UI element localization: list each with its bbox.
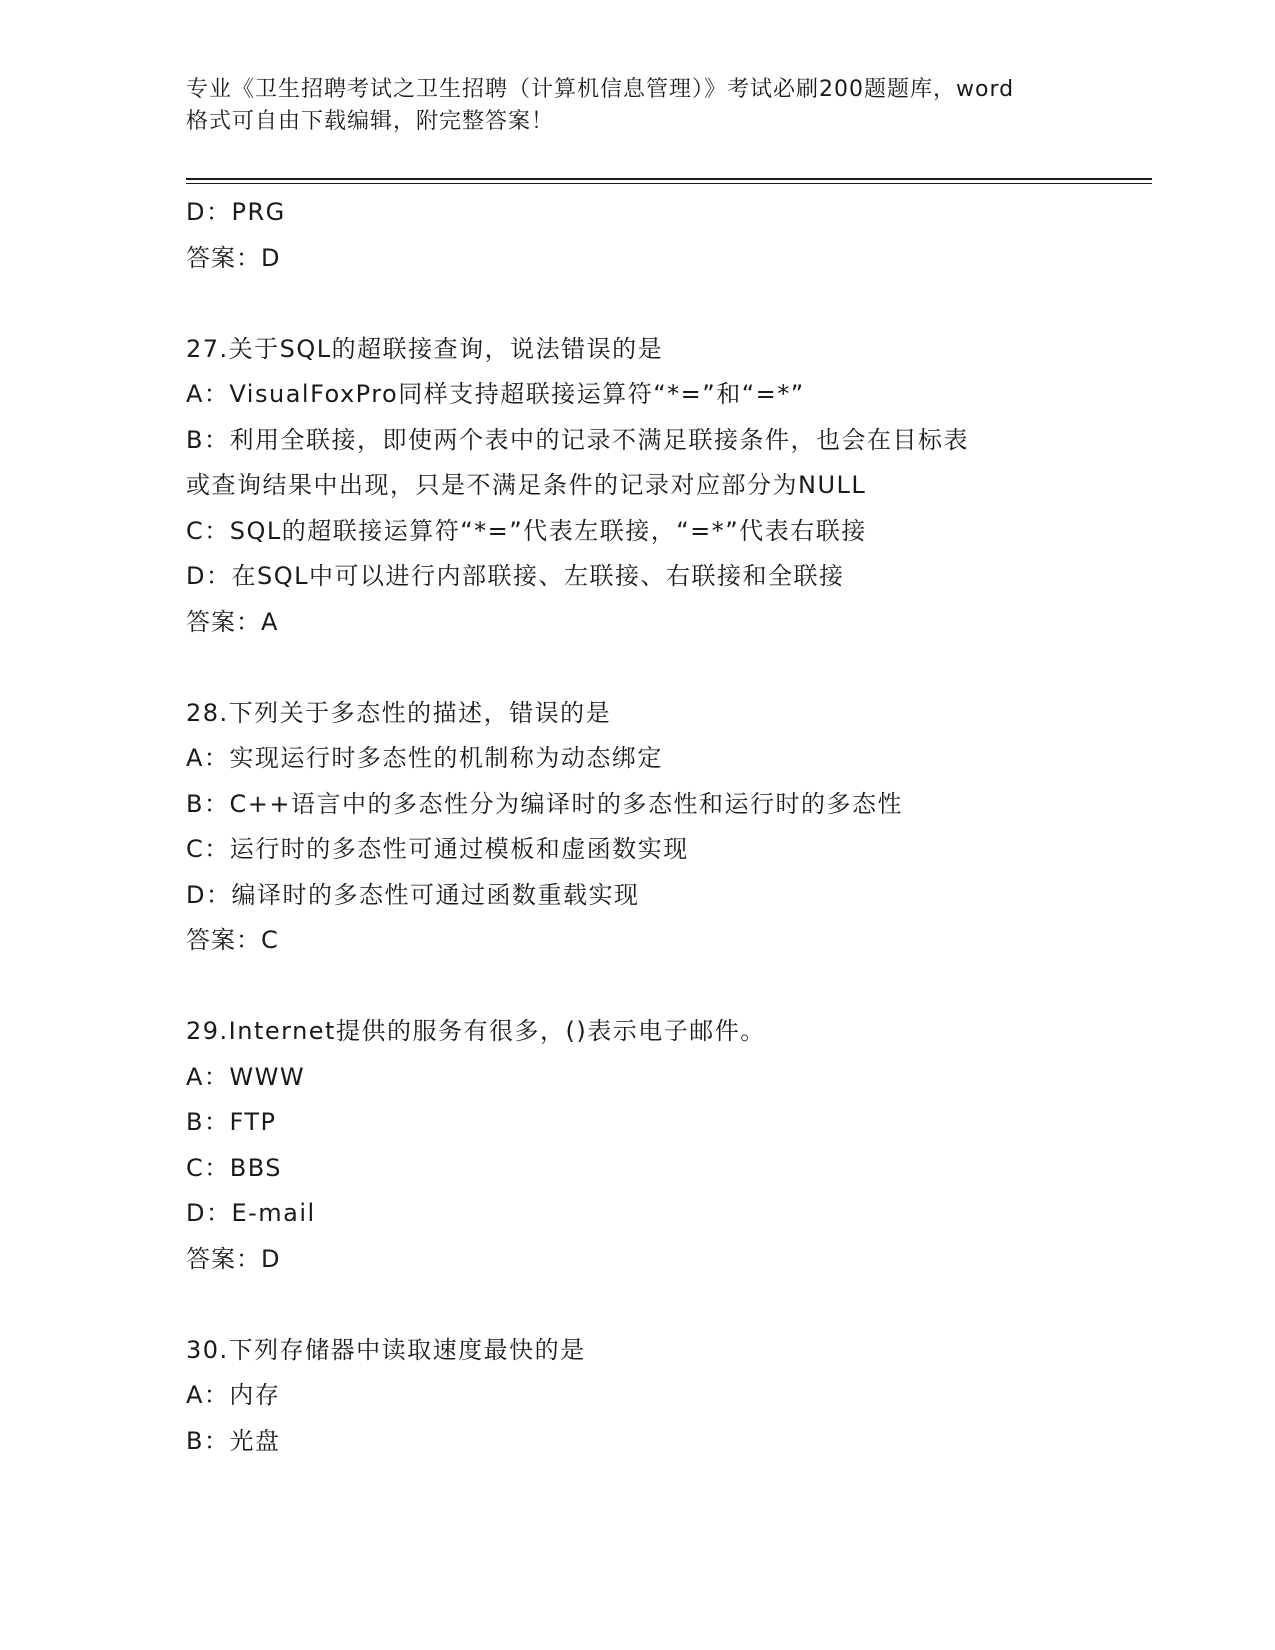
spacer xyxy=(186,964,1086,1010)
question-text: 30.下列存储器中读取速度最快的是 xyxy=(186,1335,586,1364)
question-27 xyxy=(186,327,1086,646)
prev-option-d: D：PRG xyxy=(186,198,286,226)
option-a: A：VisualFoxPro同样支持超联接运算符“*=”和“=*” xyxy=(186,380,805,408)
header-divider-thin xyxy=(186,183,1152,184)
question-29 xyxy=(186,1009,1086,1282)
header-divider xyxy=(186,178,1152,180)
answer: 答案：D xyxy=(186,1244,281,1273)
option-d: D：在SQL中可以进行内部联接、左联接、右联接和全联接 xyxy=(186,562,845,590)
question-list xyxy=(186,190,1086,1464)
spacer xyxy=(186,1282,1086,1328)
option-a: A：WWW xyxy=(186,1062,306,1091)
spacer xyxy=(186,281,1086,327)
option-a: A：内存 xyxy=(186,1381,281,1409)
page-header xyxy=(186,74,1086,138)
option-b: B：C++语言中的多态性分为编译时的多态性和运行时的多态性 xyxy=(186,789,903,818)
header-title-line-1: 专业《卫生招聘考试之卫生招聘（计算机信息管理）》考试必刷200题题库，word xyxy=(186,77,1015,102)
option-c: C：SQL的超联接运算符“*=”代表左联接，“=*”代表右联接 xyxy=(186,516,867,545)
question-text: 28.下列关于多态性的描述，错误的是 xyxy=(186,698,612,727)
option-b: B：利用全联接，即使两个表中的记录不满足联接条件，也会在目标表 xyxy=(186,425,969,454)
question-text: 27.关于SQL的超联接查询，说法错误的是 xyxy=(186,334,664,363)
answer: 答案：A xyxy=(186,607,279,636)
option-a: A：实现运行时多态性的机制称为动态绑定 xyxy=(186,744,663,772)
option-d: D：E-mail xyxy=(186,1199,316,1227)
spacer xyxy=(186,645,1086,691)
option-c: C：运行时的多态性可通过模板和虚函数实现 xyxy=(186,835,689,863)
header-title-line-2: 格式可自由下载编辑，附完整答案！ xyxy=(186,109,555,134)
question-28 xyxy=(186,691,1086,964)
option-b-continued: 或查询结果中出现，只是不满足条件的记录对应部分为NULL xyxy=(186,471,867,499)
option-c: C：BBS xyxy=(186,1153,282,1182)
option-d: D：编译时的多态性可通过函数重载实现 xyxy=(186,880,640,909)
option-b: B：FTP xyxy=(186,1108,277,1136)
answer: 答案：C xyxy=(186,926,279,954)
question-text: 29.Internet提供的服务有很多，()表示电子邮件。 xyxy=(186,1017,766,1045)
option-b: B：光盘 xyxy=(186,1426,281,1455)
prev-answer: 答案：D xyxy=(186,243,281,272)
question-30 xyxy=(186,1328,1086,1465)
